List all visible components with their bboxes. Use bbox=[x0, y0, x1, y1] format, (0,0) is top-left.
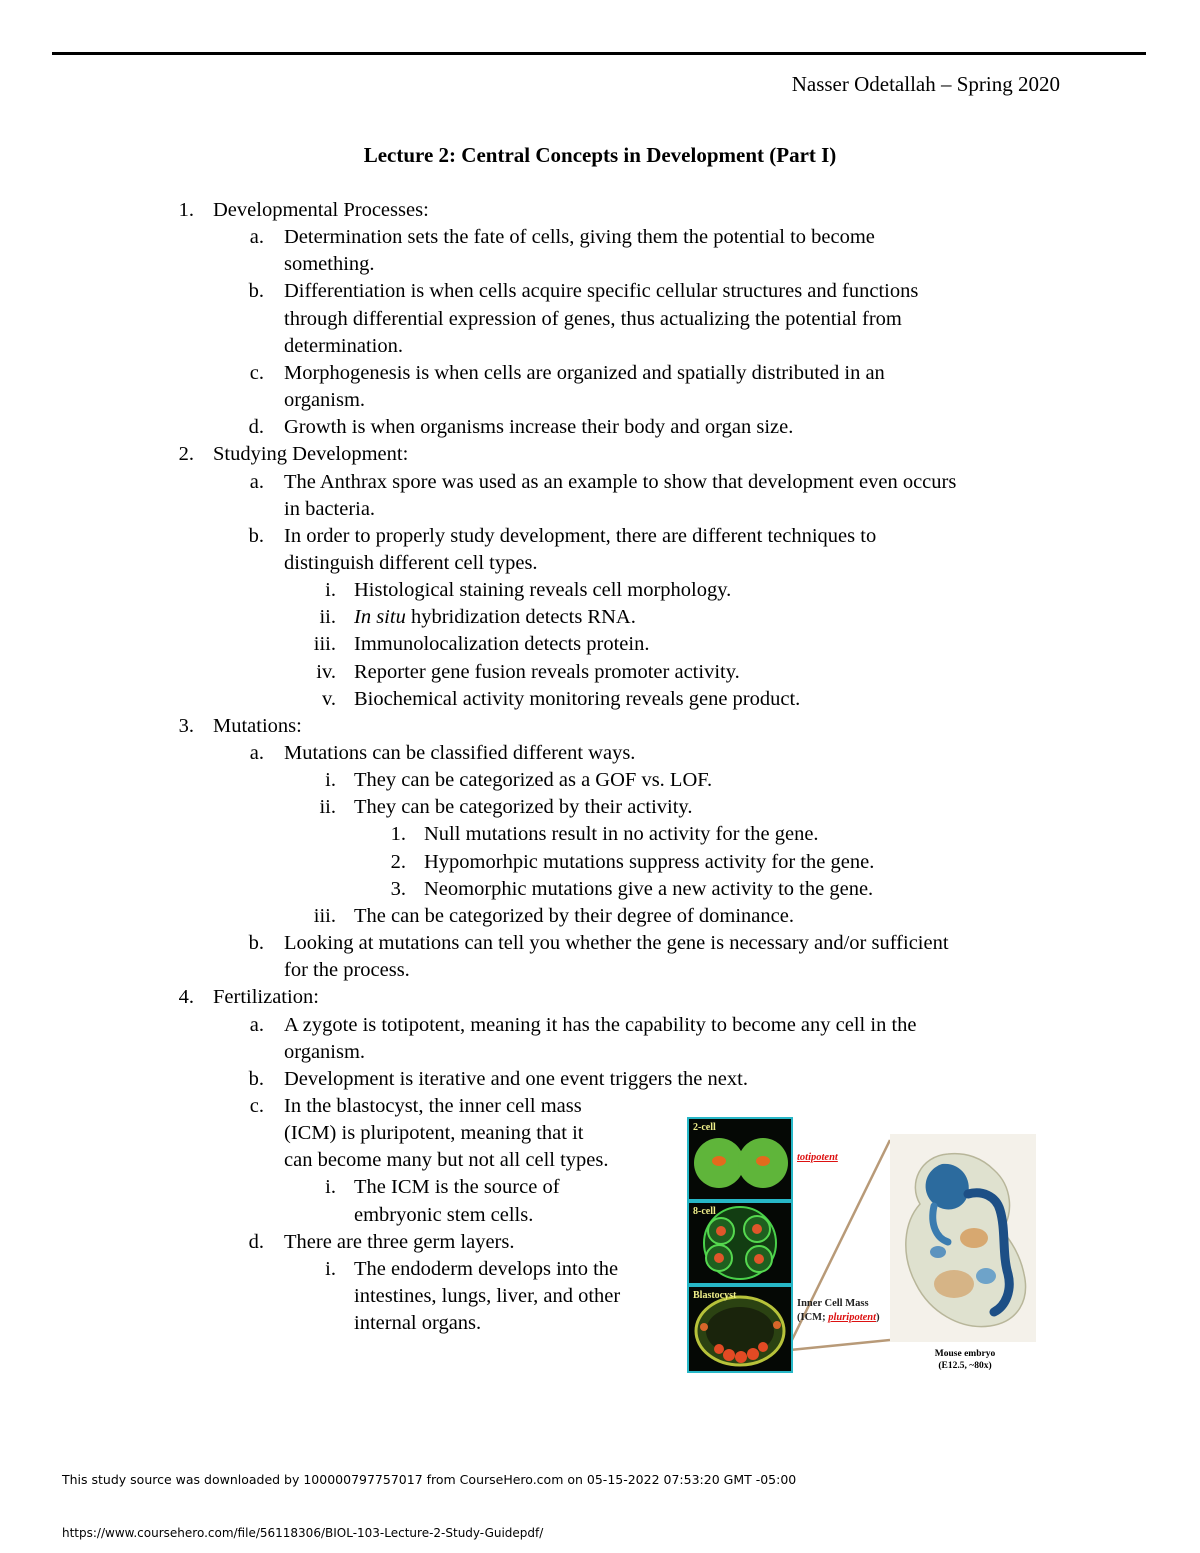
list-item-text bbox=[284, 469, 956, 495]
list-item-text bbox=[284, 333, 403, 359]
list-item-text-part: Fertilization: bbox=[213, 986, 319, 1009]
list-item-text-part: Mutations can be classified different ways. bbox=[284, 742, 636, 764]
blastocyst-panel bbox=[687, 1285, 793, 1373]
list-marker: i. bbox=[325, 1257, 336, 1280]
list-item-text-part: Reporter gene fusion reveals promoter activity. bbox=[354, 660, 740, 683]
list-item-text bbox=[213, 984, 319, 1010]
list-item-text bbox=[284, 1039, 365, 1065]
list-item-text bbox=[284, 523, 876, 549]
list-item-text bbox=[284, 414, 793, 440]
list-item-text bbox=[284, 1120, 583, 1146]
list-item-text bbox=[354, 631, 649, 657]
list-marker: 2. bbox=[178, 443, 194, 466]
list-marker: d. bbox=[248, 1230, 264, 1253]
list-item-text bbox=[354, 1283, 620, 1309]
list-item-text bbox=[354, 1202, 533, 1228]
list-item-text bbox=[424, 849, 874, 875]
list-item-text bbox=[354, 794, 692, 820]
list-item-text bbox=[354, 604, 636, 630]
list-item-text-part: There are three germ layers. bbox=[284, 1230, 515, 1253]
list-marker: iv. bbox=[316, 660, 336, 683]
list-item-text-part: Differentiation is when cells acquire specific cellular structures and functions bbox=[284, 280, 919, 303]
list-item-text-part: Mutations: bbox=[213, 714, 302, 737]
list-marker: c. bbox=[249, 1094, 264, 1117]
list-marker: i. bbox=[325, 769, 336, 792]
list-marker: a. bbox=[249, 226, 264, 249]
list-item-text bbox=[284, 306, 902, 332]
list-marker: ii. bbox=[319, 796, 336, 819]
development-figure bbox=[680, 1112, 1040, 1377]
list-item-text-part: determination. bbox=[284, 334, 403, 357]
mouse-embryo-drawing bbox=[890, 1134, 1036, 1342]
pluripotent-label: pluripotent bbox=[828, 1312, 877, 1323]
list-item-text bbox=[354, 659, 740, 685]
list-item-text-part: Biochemical activity monitoring reveals gene product. bbox=[354, 687, 801, 710]
totipotent-label: totipotent bbox=[797, 1152, 838, 1163]
list-item-text-part: Studying Development: bbox=[213, 443, 409, 466]
list-item-text bbox=[284, 1093, 582, 1119]
list-marker: 1. bbox=[178, 199, 194, 221]
eight-cell-panel bbox=[687, 1201, 793, 1285]
list-marker: 2. bbox=[390, 850, 406, 873]
list-item-text bbox=[354, 767, 712, 793]
list-item-text-part: for the process. bbox=[284, 959, 410, 982]
list-item-text bbox=[284, 387, 365, 413]
list-item-text bbox=[354, 1256, 618, 1282]
list-item-text bbox=[284, 957, 410, 983]
download-note: This study source was downloaded by 100000797757017 from CourseHero.com on 05-15-2022 07:53:20 GMT -05:00 bbox=[62, 1472, 797, 1487]
list-item-text bbox=[284, 224, 875, 250]
list-item-text bbox=[284, 1229, 515, 1255]
list-item-text bbox=[284, 930, 949, 956]
list-marker: 3. bbox=[390, 877, 406, 900]
list-item-text bbox=[284, 550, 538, 576]
list-marker: 3. bbox=[178, 714, 194, 737]
list-marker: iii. bbox=[313, 633, 336, 656]
list-item-text bbox=[284, 1012, 917, 1038]
list-item-text-part: Determination sets the fate of cells, giving them the potential to become bbox=[284, 226, 875, 249]
list-marker: ii. bbox=[319, 606, 336, 629]
list-item-text-part: In situ bbox=[354, 606, 406, 629]
list-item-text-part: In the blastocyst, the inner cell mass bbox=[284, 1094, 582, 1117]
source-url[interactable]: https://www.coursehero.com/file/56118306/BIOL-103-Lecture-2-Study-Guidepdf/ bbox=[62, 1526, 544, 1540]
list-item-text bbox=[354, 686, 800, 712]
list-marker: i. bbox=[325, 1176, 336, 1199]
two-cell-panel bbox=[687, 1117, 793, 1201]
list-marker: c. bbox=[249, 361, 264, 384]
list-item-text bbox=[284, 360, 885, 386]
list-item-text bbox=[284, 1147, 608, 1173]
list-item-text-part: Neomorphic mutations give a new activity to the gene. bbox=[424, 877, 874, 900]
list-marker: a. bbox=[249, 1013, 264, 1036]
list-item-text-part: organism. bbox=[284, 1040, 366, 1063]
list-item-text-part: Looking at mutations can tell you whether the gene is necessary and/or sufficient bbox=[284, 932, 949, 955]
list-item-text-part: Development is iterative and one event triggers the next. bbox=[284, 1067, 748, 1090]
list-marker: i. bbox=[325, 579, 336, 602]
list-item-text bbox=[354, 1310, 481, 1336]
list-marker: a. bbox=[249, 742, 264, 764]
figure-caption bbox=[910, 1348, 1020, 1372]
list-item-text-part: They can be categorized as a GOF vs. LOF. bbox=[354, 769, 713, 792]
list-item-text-part: can become many but not all cell types. bbox=[284, 1149, 609, 1172]
list-item-text-part: The ICM is the source of bbox=[354, 1176, 560, 1199]
eight-cell-label: 8-cell bbox=[693, 1206, 716, 1217]
list-item-text-part: in bacteria. bbox=[284, 497, 376, 520]
list-item-text-part: The Anthrax spore was used as an example to show that development even occurs bbox=[284, 470, 957, 493]
two-cell-label: 2-cell bbox=[693, 1122, 716, 1133]
icm-label-line2 bbox=[797, 1312, 880, 1323]
list-item-text bbox=[424, 821, 819, 847]
list-item-text-part: something. bbox=[284, 253, 375, 276]
list-item-text-part: The endoderm develops into the bbox=[354, 1257, 619, 1280]
list-item-text-part: intestines, lungs, liver, and other bbox=[354, 1285, 621, 1307]
list-item-text-part: internal organs. bbox=[354, 1312, 482, 1335]
header-author-term: Nasser Odetallah – Spring 2020 bbox=[791, 72, 1060, 96]
list-item-text bbox=[354, 1174, 560, 1200]
list-item-text-part: through differential expression of genes, thus actualizing the potential from bbox=[284, 307, 902, 330]
list-item-text-part: Developmental Processes: bbox=[213, 199, 429, 221]
list-item-text bbox=[284, 251, 375, 277]
list-item-text-part: Immunolocalization detects protein. bbox=[354, 633, 650, 656]
list-item-text bbox=[213, 441, 408, 467]
icm-label-line1: Inner Cell Mass bbox=[797, 1298, 869, 1309]
list-item-text-part: They can be categorized by their activity. bbox=[354, 796, 693, 819]
list-item-text-part: Histological staining reveals cell morphology. bbox=[354, 579, 732, 602]
caption-line1: Mouse embryo bbox=[934, 1349, 996, 1359]
list-item-text bbox=[354, 577, 731, 603]
list-marker: b. bbox=[248, 524, 264, 547]
list-marker: 4. bbox=[178, 986, 194, 1009]
list-item-text bbox=[284, 496, 375, 522]
list-item-text-part: Hypomorhpic mutations suppress activity for the gene. bbox=[424, 850, 875, 873]
list-item-text bbox=[424, 876, 873, 902]
list-item-text bbox=[213, 197, 429, 223]
top-rule bbox=[52, 52, 1146, 55]
list-item-text-part: embryonic stem cells. bbox=[354, 1203, 534, 1226]
list-item-text-part: Morphogenesis is when cells are organized and spatially distributed in an bbox=[284, 361, 885, 384]
list-marker: iii. bbox=[313, 904, 336, 927]
page-title: Lecture 2: Central Concepts in Development (Part I) bbox=[363, 143, 837, 167]
list-item-text-part: In order to properly study development, there are different techniques to bbox=[284, 524, 877, 547]
mouse-embryo-image bbox=[890, 1134, 1036, 1342]
list-item-text-part: Growth is when organisms increase their body and organ size. bbox=[284, 416, 794, 439]
list-marker: b. bbox=[248, 932, 264, 955]
icm-prefix: (ICM; bbox=[797, 1312, 829, 1323]
list-item-text-part: The can be categorized by their degree of dominance. bbox=[354, 904, 794, 927]
list-item-text bbox=[213, 713, 302, 739]
list-item-text-rest: hybridization detects RNA. bbox=[405, 606, 636, 629]
list-item-text bbox=[284, 740, 635, 766]
list-marker: b. bbox=[248, 1067, 264, 1090]
list-item-text bbox=[354, 903, 794, 929]
list-item-text-part: Null mutations result in no activity for the gene. bbox=[424, 823, 819, 846]
list-marker: b. bbox=[248, 280, 264, 303]
list-item-text bbox=[284, 278, 918, 304]
list-marker: d. bbox=[248, 416, 264, 439]
list-marker: 1. bbox=[390, 823, 406, 846]
list-item-text bbox=[284, 1066, 748, 1092]
icm-label bbox=[797, 1298, 880, 1323]
icm-suffix: ) bbox=[876, 1312, 880, 1323]
list-marker: v. bbox=[321, 687, 336, 710]
list-item-text-part: distinguish different cell types. bbox=[284, 551, 538, 574]
caption-line2: (E12.5, ~80x) bbox=[938, 1361, 992, 1371]
list-marker: a. bbox=[249, 470, 264, 493]
list-item-text-part: (ICM) is pluripotent, meaning that it bbox=[284, 1122, 584, 1145]
blastocyst-label: Blastocyst bbox=[693, 1290, 737, 1301]
list-item-text-part: A zygote is totipotent, meaning it has the capability to become any cell in the bbox=[284, 1013, 917, 1036]
list-item-text-part: organism. bbox=[284, 389, 366, 412]
